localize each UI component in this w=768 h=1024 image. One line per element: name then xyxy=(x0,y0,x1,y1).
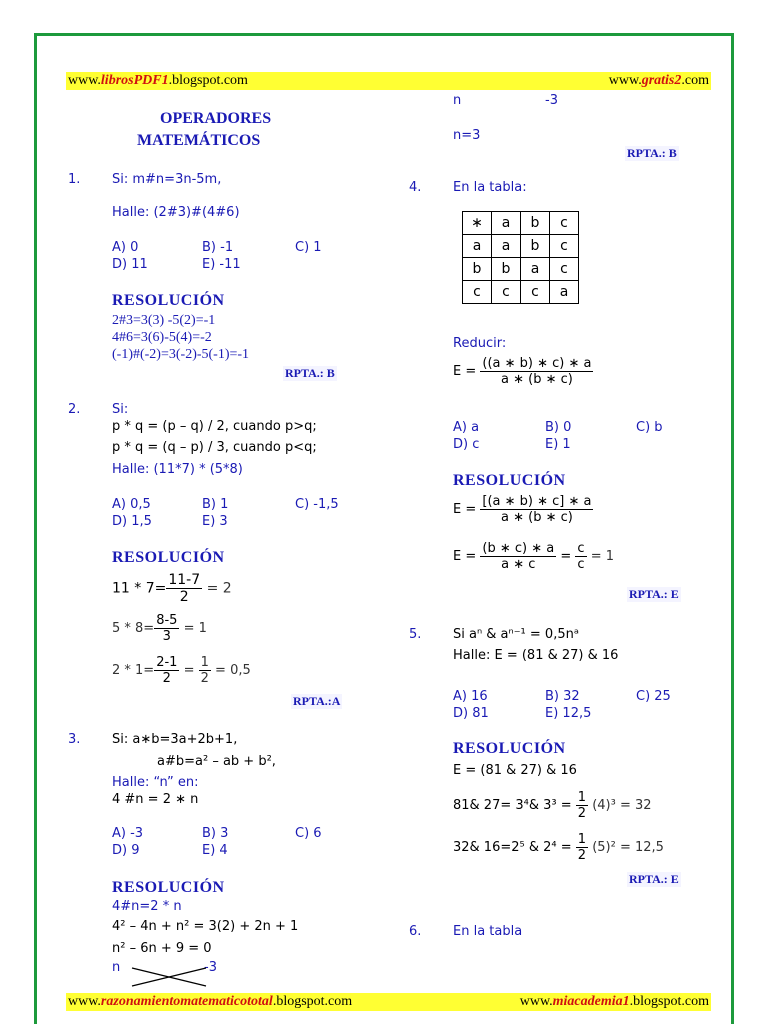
problem-1-resolution-heading: RESOLUCIÓN xyxy=(112,292,225,309)
table-row xyxy=(463,258,579,281)
table-row xyxy=(463,281,579,304)
problem-6-statement: En la tabla xyxy=(453,924,523,939)
problem-3-equation: 4 #n = 2 ∗ n xyxy=(112,792,199,807)
header-left-link[interactable]: www.librosPDF1.blogspot.com xyxy=(68,73,248,88)
table-cell: c xyxy=(550,258,579,281)
operation-table xyxy=(462,211,579,304)
problem-2-option-d: D) 1,5 xyxy=(112,514,152,529)
problem-6-number: 6. xyxy=(409,924,422,939)
problem-3-option-e: E) 4 xyxy=(202,843,228,858)
problem-2-option-b: B) 1 xyxy=(202,497,229,512)
problem-5-resolution-step-1: 81& 27= 3⁴& 3³ = $\frac{1}{2}$ (4)³ = 32 xyxy=(453,790,652,821)
problem-3-solution: n=3 xyxy=(453,128,481,143)
problem-4-resolution-step-2: E = $\frac{(b ∗ c) ∗ a}{a ∗ c}$ = $\frac{c}{c}$ = 1 xyxy=(453,541,614,572)
problem-5-number: 5. xyxy=(409,627,422,642)
problem-5-option-e: E) 12,5 xyxy=(545,706,592,721)
title-line-2: MATEMÁTICOS xyxy=(137,132,261,149)
header-banner xyxy=(66,72,711,90)
problem-5-resolution-heading: RESOLUCIÓN xyxy=(453,740,566,757)
table-cell: c xyxy=(550,235,579,258)
footer-right-link[interactable]: www.miacademia1.blogspot.com xyxy=(519,994,709,1009)
table-row xyxy=(463,212,579,235)
table-cell: c xyxy=(550,212,579,235)
problem-5-resolution-step-2: 32& 16=2⁵ & 2⁴ = $\frac{1}{2}$ (5)² = 12,5 xyxy=(453,832,664,863)
problem-5-ask: Halle: E = (81 & 27) & 16 xyxy=(453,648,619,663)
header-right-link[interactable]: www.gratis2.com xyxy=(608,73,709,88)
problem-5-option-a: A) 16 xyxy=(453,689,488,704)
problem-2-rule-1: p * q = (p – q) / 2, cuando p>q; xyxy=(112,419,317,434)
problem-3-number: 3. xyxy=(68,732,81,747)
table-cell: a xyxy=(550,281,579,304)
problem-1-option-c: C) 1 xyxy=(295,240,322,255)
problem-5-option-c: C) 25 xyxy=(636,689,671,704)
problem-3-rule-2: a#b=a² – ab + b², xyxy=(157,754,276,769)
problem-3-option-b: B) 3 xyxy=(202,826,229,841)
problem-4-number: 4. xyxy=(409,180,422,195)
problem-2-rule-2: p * q = (q – p) / 3, cuando p<q; xyxy=(112,440,317,455)
problem-1-ask: Halle: (2#3)#(4#6) xyxy=(112,205,240,220)
problem-3-option-a: A) -3 xyxy=(112,826,144,841)
problem-4-expression: E = $\frac{((a ∗ b) ∗ c) ∗ a}{a ∗ (b ∗ c)}$ xyxy=(453,356,592,387)
problem-1-option-e: E) -11 xyxy=(202,257,241,272)
problem-3-cont-right: -3 xyxy=(545,93,558,108)
problem-3-rule-1: Si: a∗b=3a+2b+1, xyxy=(112,732,238,747)
table-cell: ∗ xyxy=(463,212,492,235)
table-cell: a xyxy=(463,235,492,258)
problem-4-reducir: Reducir: xyxy=(453,336,507,351)
problem-5-option-b: B) 32 xyxy=(545,689,580,704)
table-cell: a xyxy=(521,258,550,281)
problem-2-ask: Halle: (11*7) * (5*8) xyxy=(112,462,243,477)
problem-4-answer: RPTA.: E xyxy=(629,587,679,601)
problem-4-option-a: A) a xyxy=(453,420,480,435)
problem-1-statement: Si: m#n=3n-5m, xyxy=(112,172,222,187)
problem-2-option-e: E) 3 xyxy=(202,514,228,529)
problem-1-option-a: A) 0 xyxy=(112,240,139,255)
problem-2-option-c: C) -1,5 xyxy=(295,497,339,512)
problem-2-resolution-heading: RESOLUCIÓN xyxy=(112,549,225,566)
table-cell: a xyxy=(492,235,521,258)
problem-5-option-d: D) 81 xyxy=(453,706,489,721)
problem-2-resolution-step-3: 2 * 1= $\frac{2-1}{2}$ = $\frac{1}{2}$ = 0,5 xyxy=(112,655,251,686)
table-cell: a xyxy=(492,212,521,235)
problem-3-resolution-line-1: 4#n=2 * n xyxy=(112,899,182,914)
problem-3-option-c: C) 6 xyxy=(295,826,322,841)
problem-4-resolution-heading: RESOLUCIÓN xyxy=(453,472,566,489)
problem-1-resolution-line-2: 4#6=3(6)-5(4)=-2 xyxy=(112,330,212,345)
table-cell: b xyxy=(521,235,550,258)
problem-1-answer: RPTA.: B xyxy=(285,366,335,380)
footer-banner xyxy=(66,993,711,1011)
problem-3-resolution-line-3: n² – 6n + 9 = 0 xyxy=(112,941,212,956)
problem-3-ask: Halle: “n” en: xyxy=(112,775,199,790)
problem-4-option-d: D) c xyxy=(453,437,480,452)
table-cell: c xyxy=(463,281,492,304)
problem-3-cross-left: n xyxy=(112,960,121,975)
problem-2-answer: RPTA.:A xyxy=(293,694,341,708)
problem-2-resolution-step-2: 5 * 8= $\frac{8-5}{3}$ = 1 xyxy=(112,613,207,644)
table-cell: b xyxy=(521,212,550,235)
problem-2-number: 2. xyxy=(68,402,81,417)
problem-3-resolution-line-2: 4² – 4n + n² = 3(2) + 2n + 1 xyxy=(112,919,299,934)
table-cell: b xyxy=(492,258,521,281)
problem-2-si: Si: xyxy=(112,402,129,417)
problem-4-resolution-step-1: E = $\frac{[(a ∗ b) ∗ c] ∗ a}{a ∗ (b ∗ c)}$ xyxy=(453,494,592,525)
title-line-1: OPERADORES xyxy=(160,110,272,127)
problem-1-option-b: B) -1 xyxy=(202,240,234,255)
problem-5-rule: Si aⁿ & aⁿ⁻¹ = 0,5nᵃ xyxy=(453,627,579,642)
problem-4-option-c: C) b xyxy=(636,420,663,435)
table-cell: c xyxy=(492,281,521,304)
problem-3-cross-right: -3 xyxy=(204,960,217,975)
problem-4-option-b: B) 0 xyxy=(545,420,572,435)
problem-5-resolution-line-1: E = (81 & 27) & 16 xyxy=(453,763,577,778)
problem-1-number: 1. xyxy=(68,172,81,187)
footer-left-link[interactable]: www.razonamientomatematicototal.blogspot.com xyxy=(68,994,353,1009)
problem-3-option-d: D) 9 xyxy=(112,843,140,858)
problem-4-statement: En la tabla: xyxy=(453,180,527,195)
problem-4-option-e: E) 1 xyxy=(545,437,571,452)
table-cell: b xyxy=(463,258,492,281)
problem-2-option-a: A) 0,5 xyxy=(112,497,151,512)
problem-5-answer: RPTA.: E xyxy=(629,872,679,886)
table-row xyxy=(463,235,579,258)
problem-3-resolution-heading: RESOLUCIÓN xyxy=(112,879,225,896)
problem-1-option-d: D) 11 xyxy=(112,257,148,272)
problem-2-resolution-step-1: 11 * 7= $\frac{11-7}{2}$ = 2 xyxy=(112,572,232,605)
factor-cross-mark xyxy=(130,964,210,990)
table-cell: c xyxy=(521,281,550,304)
problem-1-resolution-line-3: (-1)#(-2)=3(-2)-5(-1)=-1 xyxy=(112,347,250,362)
problem-3-answer: RPTA.: B xyxy=(627,146,677,160)
problem-1-resolution-line-1: 2#3=3(3) -5(2)=-1 xyxy=(112,313,216,328)
problem-3-cont-left: n xyxy=(453,93,462,108)
